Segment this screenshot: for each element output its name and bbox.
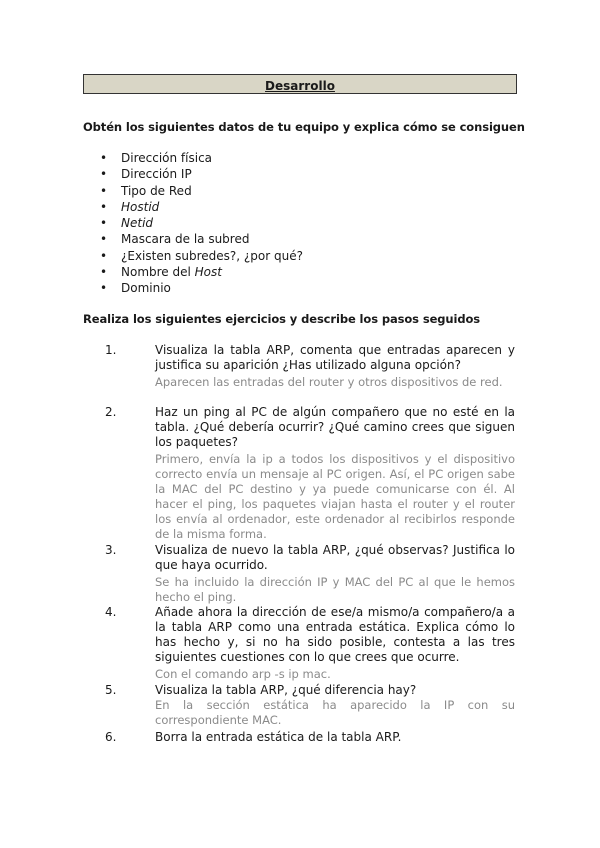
bullet-icon: • — [100, 183, 108, 198]
bullet-icon: • — [100, 248, 108, 263]
list-item: • Dirección IP — [100, 167, 192, 182]
bullet-icon: • — [100, 265, 108, 280]
bullet-icon: • — [100, 281, 108, 296]
exercise-question: Borra la entrada estática de la tabla ARP. — [155, 730, 402, 744]
exercise-answer: Primero, envía la ip a todos los dispositivos y el dispositivo correcto envía un mensaje al PC origen. Así, el PC origen sabe la MAC del PC destino y ya puede comunicarse con él. Al hacer el ping, los paquetes viajan hasta el router y el router los envía al ordenador, este ordenador al recibirlos responde de la misma forma. — [155, 452, 515, 541]
section1-heading: Obtén los siguientes datos de tu equipo y explica cómo se consiguen — [83, 120, 525, 134]
exercise-number: 1. — [105, 343, 117, 357]
exercise-answer: Aparecen las entradas del router y otros dispositivos de red. — [155, 375, 503, 389]
list-item: • Tipo de Red — [100, 183, 192, 198]
exercise-question: Haz un ping al PC de algún compañero que no esté en la tabla. ¿Qué debería ocurrir? ¿Qué camino crees que siguen los paquetes? — [155, 405, 515, 449]
exercise-number: 4. — [105, 605, 117, 619]
title-banner — [83, 74, 517, 94]
bullet-icon: • — [100, 199, 108, 214]
exercise-answer: Se ha incluido la dirección IP y MAC del PC al que le hemos hecho el ping. — [155, 575, 515, 604]
list-item: • Dirección física — [100, 151, 213, 165]
page-title: Desarrollo — [265, 79, 335, 93]
list-item: • Nombre del Host — [100, 265, 222, 280]
exercise-number: 6. — [105, 730, 117, 744]
section2-heading: Realiza los siguientes ejercicios y describe los pasos seguidos — [83, 312, 481, 326]
bullet-icon: • — [100, 167, 108, 182]
exercise-answer: Con el comando arp -s ip mac. — [155, 667, 331, 681]
exercise-question: Visualiza la tabla ARP, ¿qué diferencia hay? — [155, 683, 417, 697]
exercise-number: 5. — [105, 683, 117, 697]
exercise-question: Visualiza la tabla ARP, comenta que entradas aparecen y justifica su aparición ¿Has utilizado alguna opción? — [155, 343, 515, 372]
list-item: • Dominio — [100, 281, 171, 296]
list-item: • Hostid — [100, 199, 160, 214]
list-item: • ¿Existen subredes?, ¿por qué? — [100, 248, 303, 263]
bullet-icon: • — [100, 151, 108, 165]
data-list — [98, 150, 303, 297]
exercise-question: Visualiza de nuevo la tabla ARP, ¿qué observas? Justifica lo que haya ocurrido. — [155, 543, 515, 572]
exercise-number: 3. — [105, 543, 117, 557]
list-item: • Mascara de la subred — [100, 232, 250, 247]
bullet-icon: • — [100, 232, 108, 247]
exercise-number: 2. — [105, 405, 117, 419]
exercise-question: Añade ahora la dirección de ese/a mismo/a compañero/a a la tabla ARP como una entrada estática. Explica cómo lo has hecho y, si no ha sido posible, contesta a las tres siguientes cuestiones con lo que crees que ocurre. — [155, 605, 515, 664]
exercise-answer: En la sección estática ha aparecido la IP con su correspondiente MAC. — [155, 698, 515, 727]
bullet-icon: • — [100, 216, 108, 231]
list-item: • Netid — [100, 216, 154, 231]
